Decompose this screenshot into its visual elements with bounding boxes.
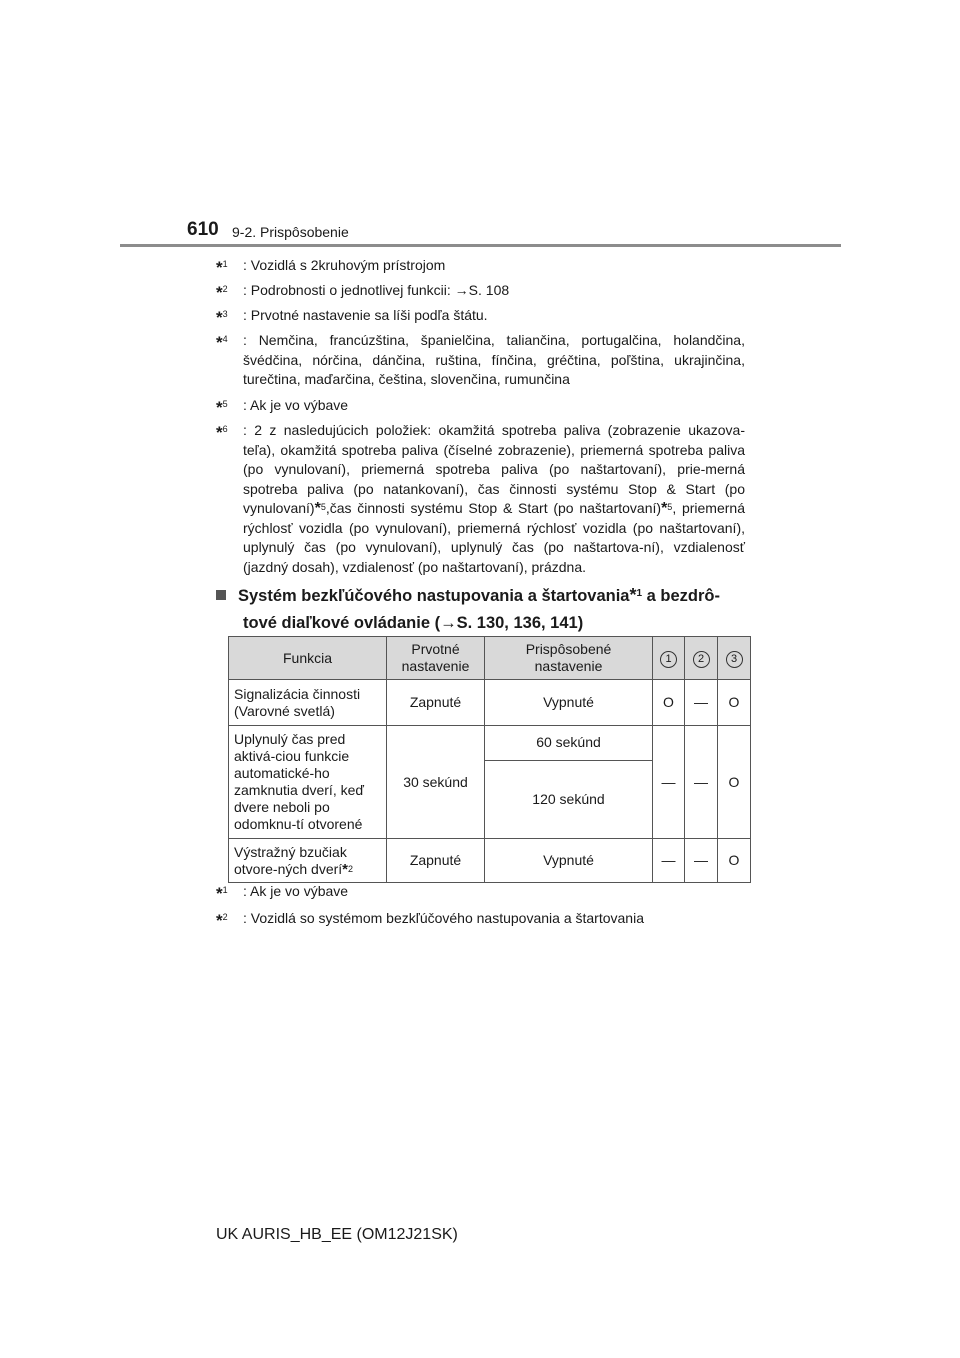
- cell-m1: O: [653, 680, 685, 726]
- header-method-1: 1: [653, 637, 685, 680]
- table-footnote-1: *$^1$ : Ak je vo výbave: [216, 883, 349, 903]
- cell-m2: —: [685, 726, 718, 839]
- footnote-2: *$^2$ : Podrobnosti o jednotlivej funkcii: →S. 108: [216, 282, 510, 302]
- cell-custom: Vypnuté: [485, 680, 653, 726]
- cell-function: Uplynulý čas pred aktivá-ciou funkcie automatické-ho zamknutia dverí, keď dvere neboli po odomknu-tí otvorené: [229, 726, 387, 839]
- header-function: Funkcia: [229, 637, 387, 680]
- table-row: [229, 839, 751, 883]
- cell-m1: —: [653, 726, 685, 839]
- cell-m3: O: [718, 680, 751, 726]
- page-number: 610: [187, 219, 219, 240]
- table-footnote-2: *$^2$ : Vozidlá so systémom bezkľúčového nastupovania a štartovania: [216, 910, 644, 930]
- footnote-3: *$^3$ : Prvotné nastavenie sa líši podľa štátu.: [216, 307, 488, 327]
- footnote-5: *$^5$ : Ak je vo výbave: [216, 397, 349, 417]
- cell-m3: O: [718, 726, 751, 839]
- cell-default: 30 sekúnd: [387, 726, 485, 839]
- header-method-2: 2: [685, 637, 718, 680]
- cell-custom: Vypnuté: [485, 839, 653, 883]
- table-row: [229, 726, 751, 761]
- settings-table: [228, 636, 751, 883]
- header-default: Prvotné nastavenie: [387, 637, 485, 680]
- cell-m1: —: [653, 839, 685, 883]
- cell-function: Signalizácia činnosti (Varovné svetlá): [229, 680, 387, 726]
- header-method-3: 3: [718, 637, 751, 680]
- cell-function: Výstražný bzučiak otvore-ných dverí*$^2$: [229, 839, 387, 883]
- cell-custom-alt: 120 sekúnd: [485, 760, 653, 838]
- cell-default: Zapnuté: [387, 680, 485, 726]
- cell-m3: O: [718, 839, 751, 883]
- section-title: 9-2. Prispôsobenie: [232, 224, 349, 240]
- footer-model-code: UK AURIS_HB_EE (OM12J21SK): [216, 1226, 458, 1243]
- cell-default: Zapnuté: [387, 839, 485, 883]
- section-heading: Systém bezkľúčového nastupovania a štartovania*$^1$ a bezdrô- tové diaľkové ovládanie (→S. 130, 136, 141): [216, 582, 746, 637]
- cell-m2: —: [685, 839, 718, 883]
- square-bullet-icon: [216, 590, 226, 600]
- cell-custom: 60 sekúnd: [485, 726, 653, 761]
- footnote-6: *$^6$ : 2 z nasledujúcich položiek: okamžitá spotreba paliva (zobrazenie ukazova-teľa), okamžitá spotreba paliva (číselné zobrazenie), priemerná spotreba paliva (po vynulovaní), priemerná spotreba paliva (po naštartovaní), prie-merná spotreba paliva (po natankovaní), čas činnosti systému Stop & Start (po vynulovaní)*$^5$,čas činnosti systému Stop & Start (po naštartovaní)*$^5$, priemerná rýchlosť vozidla (po vynulovaní), priemerná rýchlosť vozidla (po naštartovaní), uplynulý čas (po vynulovaní), uplynulý čas (po naštartova-ní), vzdialenosť (jazdný dosah), vzdialenosť (po naštartovaní), prázdna.: [216, 422, 745, 575]
- table-row: [229, 680, 751, 726]
- cell-m2: —: [685, 680, 718, 726]
- footnote-1: *$^1$ : Vozidlá s 2kruhovým prístrojom: [216, 257, 446, 277]
- header-custom: Prispôsobené nastavenie: [485, 637, 653, 680]
- table-header-row: [229, 637, 751, 680]
- footnote-4: *$^4$ : Nemčina, francúzština, španielčina, taliančina, portugalčina, holandčina, švédčina, nórčina, dánčina, ruština, fínčina, gréčtina, poľština, ukrajinčina, turečtina, maďarčina, čeština, slovenčina, rumunčina: [216, 332, 745, 387]
- header-divider: [120, 244, 841, 247]
